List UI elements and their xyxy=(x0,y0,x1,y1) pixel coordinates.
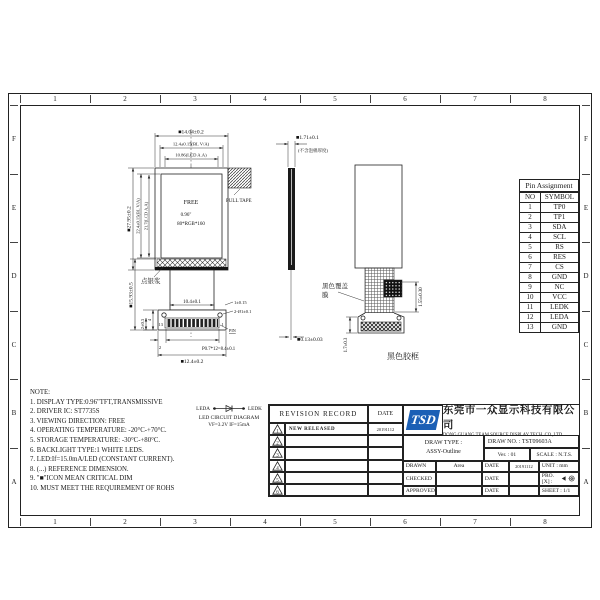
note-line: 3. VIEWING DIRECTION: FREE xyxy=(30,417,126,425)
note-line: 8. (...) REFERENCE DIMENSION. xyxy=(30,465,129,473)
dim-holes: 2-Ø1±0.1 xyxy=(234,309,252,314)
company-logo xyxy=(403,405,443,435)
zone-letter: C xyxy=(8,311,20,380)
zone-number: 3 xyxy=(160,516,230,528)
revision-row xyxy=(269,435,403,447)
note-line: 6. BACKLIGHT TYPE:1 WHITE LEDS. xyxy=(30,446,144,454)
pin-symbol: RES xyxy=(541,253,579,263)
zone-number: 6 xyxy=(370,93,440,105)
led-circuit-diagram xyxy=(190,404,268,428)
note-line: 2. DRIVER IC: ST7735S xyxy=(30,408,100,416)
drawn-date-value: 20191112 xyxy=(509,461,539,472)
scale: SCALE : N.T.S. xyxy=(530,448,579,461)
dim-hole-offset: 1±0.15 xyxy=(234,300,247,305)
pin-col-symbol: SYMBOL xyxy=(541,193,579,203)
screen-mode-label: FREE xyxy=(183,200,199,206)
pin-symbol: RS xyxy=(541,243,579,253)
revision-record-header: REVISION RECORD xyxy=(269,405,368,423)
led-cathode-label: LEDK xyxy=(248,405,262,412)
technical-views xyxy=(20,105,520,405)
notes-title: NOTE: xyxy=(30,389,51,396)
dim-width-outline: ■14.04±0.2 xyxy=(178,129,204,136)
zone-letter: D xyxy=(580,242,592,311)
front-view xyxy=(127,129,252,365)
revision-date-header: DATE xyxy=(368,405,403,423)
pin-symbol: TP0 xyxy=(541,203,579,213)
dim-conn-height: 4 xyxy=(147,318,152,322)
revision-triangle-icon xyxy=(272,485,283,495)
revision-triangle-icon xyxy=(272,424,283,434)
pin-number: 6 xyxy=(520,253,541,263)
dim-thickness-note: (不含泡棉厚度) xyxy=(298,148,328,153)
approved-date-label: DATE xyxy=(482,486,509,497)
note-line: 5. STORAGE TEMPERATURE: -30°C-+80°C. xyxy=(30,436,161,444)
note-line: 4. OPERATING TEMPERATURE: -20°C-+70°C. xyxy=(30,427,167,435)
dim-height-bl: 22.4±0.15(BL V/A) xyxy=(135,198,141,234)
pin-row xyxy=(520,313,579,323)
led-anode-label: LEDA xyxy=(196,405,210,412)
revision-date: 20191112 xyxy=(368,423,403,435)
dim-width-bl: 12.4±0.15(BL V/A) xyxy=(172,141,210,147)
revision-date xyxy=(368,435,403,447)
silver-paste-label: 点银浆 xyxy=(141,278,161,285)
revision-triangle-icon xyxy=(272,473,283,483)
black-frame-label: 黑色胶框 xyxy=(387,352,419,361)
pin-symbol: GND xyxy=(541,323,579,333)
revision-triangle-cell xyxy=(269,460,285,472)
led-diagram-caption: LED CIRCUIT DIAGRAM xyxy=(198,415,260,421)
approved-date-value xyxy=(509,486,539,497)
pin-number: 10 xyxy=(520,293,541,303)
approved-label: APPROVED xyxy=(403,486,436,497)
dim-edge-to-pin: 2 xyxy=(158,345,162,350)
zone-letter: A xyxy=(8,448,20,517)
zone-numbers-top xyxy=(20,93,580,105)
pin-callout: PIN xyxy=(229,328,236,333)
svg-text:2: 2 xyxy=(275,441,279,447)
zone-letter: A xyxy=(580,448,592,517)
revision-description xyxy=(285,472,368,484)
zone-number: 1 xyxy=(20,516,90,528)
revision-description xyxy=(285,484,368,496)
pin-1-label: 1 xyxy=(221,322,224,327)
revision-date xyxy=(368,484,403,496)
side-view xyxy=(276,135,328,343)
pin-number: 4 xyxy=(520,233,541,243)
pin-symbol: VCC xyxy=(541,293,579,303)
zone-letter: D xyxy=(8,242,20,311)
zone-number: 7 xyxy=(440,93,510,105)
dim-pin-pitch: P0.7*12=8.4±0.1 xyxy=(202,347,236,352)
company-name-en: DONG GUANG TEAM SOURCE DISPLAY TECH. CO.,LTD. xyxy=(442,433,564,438)
pin-number: 9 xyxy=(520,283,541,293)
svg-text:3: 3 xyxy=(275,454,279,459)
stiffener-shape xyxy=(384,280,402,297)
zone-number: 7 xyxy=(440,516,510,528)
sheet-number: SHEET : 1/1 xyxy=(539,486,579,497)
pin-number: 3 xyxy=(520,223,541,233)
screen-size-label: 0.96" xyxy=(180,213,192,218)
revision-triangle-cell xyxy=(269,423,285,435)
checked-date-value xyxy=(509,472,539,486)
pin-13-label: 13 xyxy=(158,322,163,327)
zone-letter: E xyxy=(8,174,20,243)
pin-row xyxy=(520,213,579,223)
revision-date xyxy=(368,460,403,472)
pin-symbol: TP1 xyxy=(541,213,579,223)
revision-triangle-cell xyxy=(269,435,285,447)
revision-record-table xyxy=(269,405,403,496)
pin-symbol: LEDK xyxy=(541,303,579,313)
zone-letter: C xyxy=(580,311,592,380)
dim-conn-width: ■12.4±0.2 xyxy=(180,359,204,365)
revision-triangle-cell xyxy=(269,484,285,496)
pin-row xyxy=(520,283,579,293)
pin-row xyxy=(520,323,579,333)
revision-date xyxy=(368,472,403,484)
led-spec: VF=3.2V IF=15mA xyxy=(208,422,250,428)
revision-triangle-icon xyxy=(272,448,283,458)
pin-table-title: Pin Assignment xyxy=(519,179,579,192)
zone-letter: F xyxy=(580,105,592,174)
pin-number: 13 xyxy=(520,323,541,333)
pin-symbol: SCL xyxy=(541,233,579,243)
zone-number: 6 xyxy=(370,516,440,528)
note-line: 7. LED:If=15.0mA/LED (CONSTANT CURRENT). xyxy=(30,456,175,464)
draw-type-value: ASSY-Outline xyxy=(426,449,461,455)
zone-letters-right xyxy=(580,105,592,516)
pin-symbol: SDA xyxy=(541,223,579,233)
screen-resolution-label: 80*RGB*160 xyxy=(177,222,205,227)
pin-col-no: NO xyxy=(520,193,541,203)
pin-row xyxy=(520,243,579,253)
revision-triangle-cell xyxy=(269,447,285,459)
pin-row xyxy=(520,233,579,243)
pin-number: 11 xyxy=(520,303,541,313)
pin-number: 12 xyxy=(520,313,541,323)
zone-numbers-bottom xyxy=(20,516,580,528)
drawn-date-label: DATE xyxy=(482,461,509,472)
logo-text: TSD xyxy=(409,412,437,427)
pin-number: 8 xyxy=(520,273,541,283)
pin-number: 7 xyxy=(520,263,541,273)
revision-row xyxy=(269,472,403,484)
zone-number: 5 xyxy=(300,516,370,528)
checked-value xyxy=(436,472,482,486)
zone-number: 2 xyxy=(90,93,160,105)
revision-description xyxy=(285,460,368,472)
dim-fpc-thickness: ■0.13±0.03 xyxy=(297,337,323,343)
cover-film-label-2: 膜 xyxy=(322,292,329,299)
svg-text:6: 6 xyxy=(275,490,279,495)
svg-text:5: 5 xyxy=(275,478,279,483)
version: Ver. : 01 xyxy=(484,448,530,461)
revision-date xyxy=(368,447,403,459)
zone-number: 2 xyxy=(90,516,160,528)
pin-number: 2 xyxy=(520,213,541,223)
pin-symbol: GND xyxy=(541,273,579,283)
unit: UNIT : mm xyxy=(539,461,579,472)
dim-width-aa: 10.86(LCD A.A) xyxy=(175,152,207,158)
dim-fpc-length: ■15.93±0.5 xyxy=(128,282,135,308)
pin-row xyxy=(520,273,579,283)
pin-row xyxy=(520,203,579,213)
pin-symbol: CS xyxy=(541,263,579,273)
dim-stiffener: 1.55±0.30 xyxy=(419,287,424,307)
pull-tape-label: PULL TAPE xyxy=(226,199,252,204)
pin-row xyxy=(520,293,579,303)
dim-height-aa: 21.7(LCD A.A) xyxy=(143,201,149,231)
pin-number: 1 xyxy=(520,203,541,213)
revision-triangle-cell xyxy=(269,472,285,484)
revision-row xyxy=(269,423,403,435)
zone-number: 1 xyxy=(20,93,90,105)
note-line: 1. DISPLAY TYPE:0.96"TFT,TRANSMISSIVE xyxy=(30,398,163,406)
pin-assignment-table xyxy=(519,179,579,333)
projection-label: PRO.[X] : xyxy=(541,472,554,485)
pin-symbol: LEDA xyxy=(541,313,579,323)
revision-row xyxy=(269,460,403,472)
pull-tape-shape xyxy=(228,168,251,188)
revision-row xyxy=(269,484,403,496)
dim-pin-height: 2±0.3 xyxy=(140,318,145,330)
zone-number: 4 xyxy=(230,516,300,528)
zone-number: 8 xyxy=(510,516,580,528)
connector-pins xyxy=(166,319,218,327)
revision-triangle-icon xyxy=(272,461,283,471)
dim-neck-width: 10.4±0.1 xyxy=(183,300,201,305)
note-line: 9. "■"ICON MEAN CRITICAL DIM xyxy=(30,475,133,483)
revision-description xyxy=(285,435,368,447)
zone-letter: E xyxy=(580,174,592,243)
draw-type-label: DRAW TYPE : xyxy=(424,440,463,446)
back-view xyxy=(322,165,424,361)
note-line: 10. MUST MEET THE REQUIREMENT OF ROHS xyxy=(30,484,175,492)
zone-letters-left xyxy=(8,105,20,516)
dim-height-outline: ■27.95±0.2 xyxy=(126,206,133,232)
dim-thickness: ■1.71±0.1 xyxy=(296,135,319,141)
pin-row xyxy=(520,263,579,273)
svg-text:4: 4 xyxy=(275,466,279,471)
pin-row xyxy=(520,253,579,263)
pin-row xyxy=(520,303,579,313)
pin-row xyxy=(520,223,579,233)
checked-date-label: DATE xyxy=(482,472,509,486)
svg-text:1: 1 xyxy=(275,429,279,435)
title-block xyxy=(268,404,580,497)
drawn-value: Area xyxy=(436,461,482,472)
zone-number: 8 xyxy=(510,93,580,105)
zone-number: 4 xyxy=(230,93,300,105)
zone-number: 3 xyxy=(160,93,230,105)
zone-letter: B xyxy=(580,379,592,448)
revision-triangle-icon xyxy=(272,436,283,446)
dim-conn: 1.7±0.3 xyxy=(344,337,349,353)
company-name-cn: 东莞市一众显示科技有限公司 xyxy=(442,405,575,431)
revision-description xyxy=(285,447,368,459)
revision-row xyxy=(269,447,403,459)
pin-number: 5 xyxy=(520,243,541,253)
checked-label: CHECKED xyxy=(403,472,436,486)
projection-symbol-icon xyxy=(561,474,578,483)
drawn-label: DRAWN xyxy=(403,461,436,472)
zone-number: 5 xyxy=(300,93,370,105)
draw-number: DRAW NO. : TST09603A xyxy=(484,435,579,448)
pin-symbol: NC xyxy=(541,283,579,293)
zone-letter: F xyxy=(8,105,20,174)
zone-letter: B xyxy=(8,379,20,448)
approved-value xyxy=(436,486,482,497)
cover-film-label: 黑色覆盖 xyxy=(322,283,348,290)
revision-description: NEW RELEASED xyxy=(285,423,368,435)
led-diode-icon xyxy=(212,404,246,413)
